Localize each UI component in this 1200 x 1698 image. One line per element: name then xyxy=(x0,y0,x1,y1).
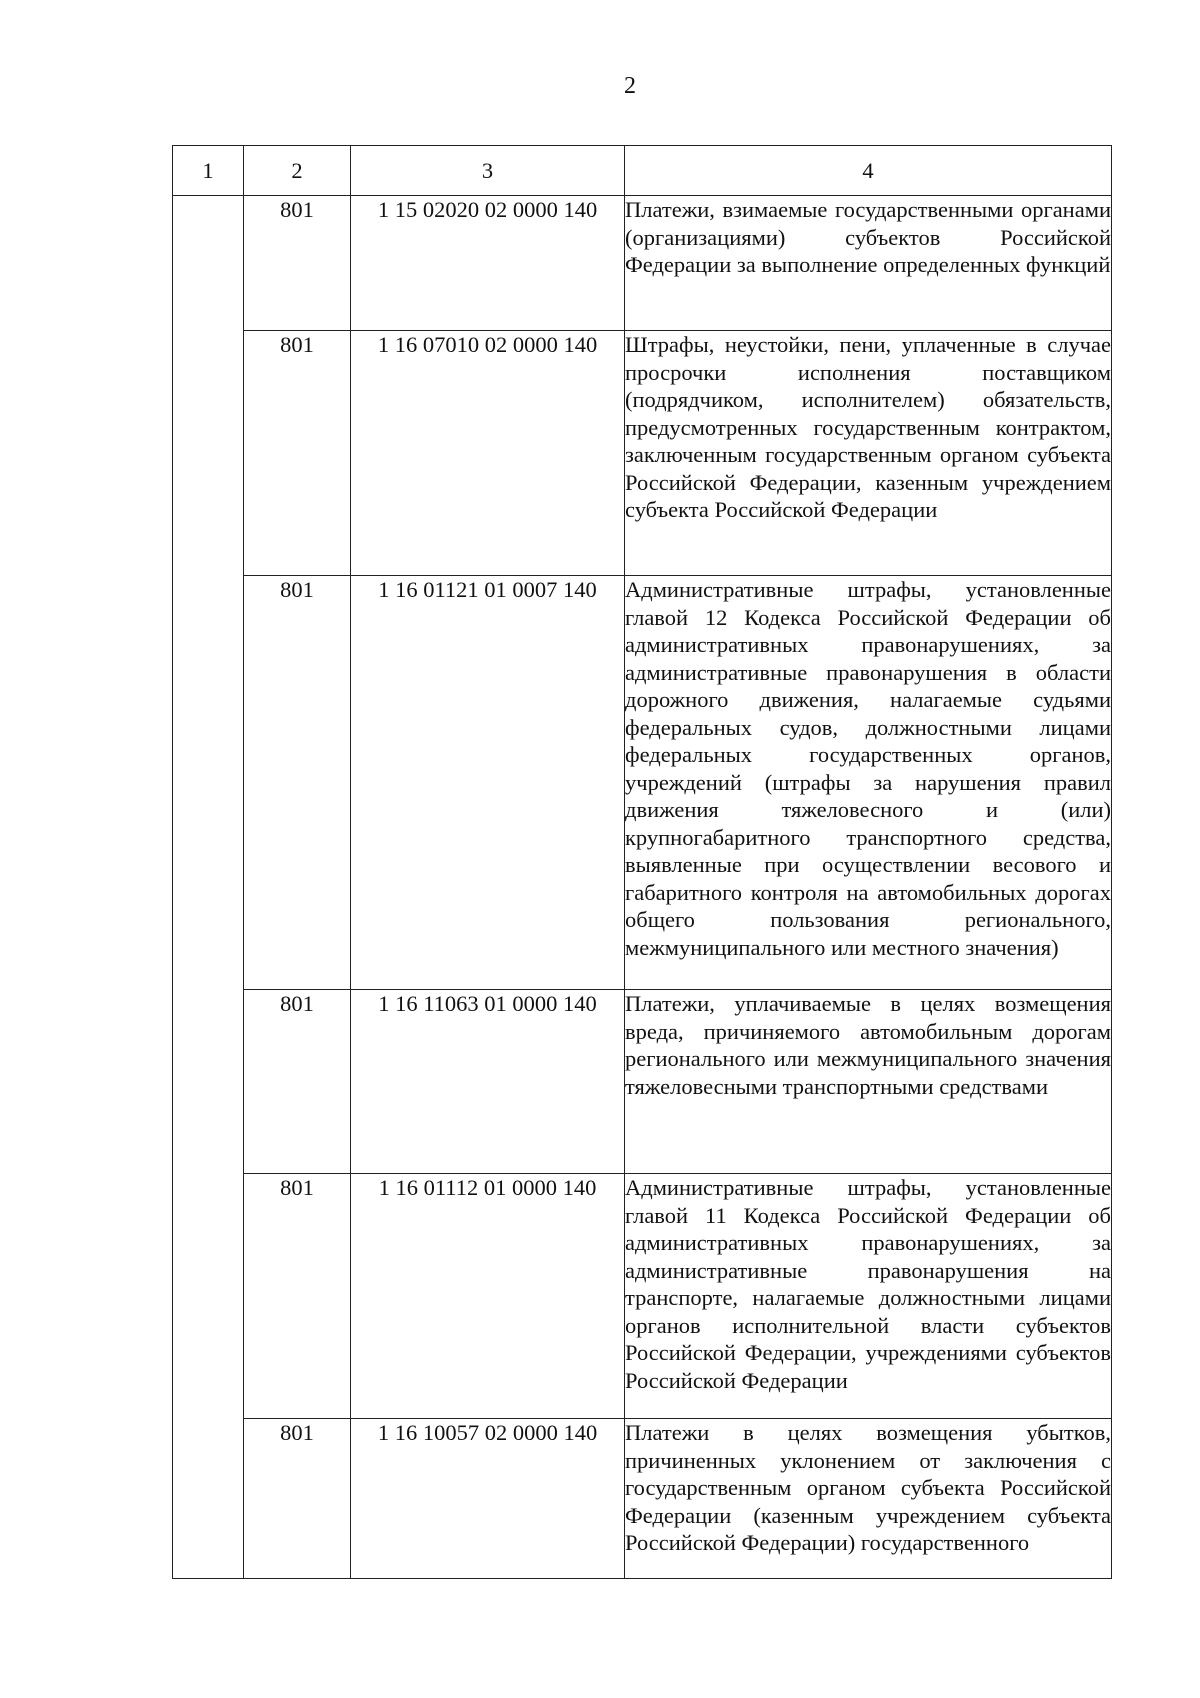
table-body xyxy=(173,196,1112,1579)
revenue-codes-table xyxy=(172,145,1112,1579)
table-row xyxy=(173,1174,1112,1419)
table-row xyxy=(173,196,1112,331)
kbk-code-cell: 1 16 01121 01 0007 140 xyxy=(351,576,625,990)
admin-code-cell: 801 xyxy=(244,1174,351,1419)
kbk-code-cell: 1 16 11063 01 0000 140 xyxy=(351,990,625,1174)
description-cell: Платежи, уплачиваемые в целях возмещения вреда, причиняемого автомобильным дорогам регионального или межмуниципального значения тяжеловесными транспортными средствами xyxy=(625,990,1112,1174)
description-cell: Административные штрафы, установленные главой 12 Кодекса Российской Федерации об административных правонарушениях, за административные правонарушения в области дорожного движения, налагаемые судьями федеральных судов, должностными лицами федеральных государственных органов, учреждений (штрафы за нарушения правил движения тяжеловесного и (или) крупногабаритного транспортного средства, выявленные при осуществлении весового и габаритного контроля на автомобильных дорогах общего пользования регионального, межмуниципального или местного значения) xyxy=(625,576,1112,990)
kbk-code-cell: 1 16 10057 02 0000 140 xyxy=(351,1419,625,1579)
admin-code-cell: 801 xyxy=(244,576,351,990)
table-row xyxy=(173,576,1112,990)
kbk-code-cell: 1 16 01112 01 0000 140 xyxy=(351,1174,625,1419)
page-number: 2 xyxy=(624,73,636,99)
table-row xyxy=(173,1419,1112,1579)
table-cell-col1 xyxy=(173,196,244,1579)
admin-code-cell: 801 xyxy=(244,1419,351,1579)
admin-code-cell: 801 xyxy=(244,331,351,576)
table-header xyxy=(173,146,1112,196)
admin-code-cell: 801 xyxy=(244,990,351,1174)
header-col-1: 1 xyxy=(173,146,244,196)
description-cell: Административные штрафы, установленные главой 11 Кодекса Российской Федерации об административных правонарушениях, за административные правонарушения на транспорте, налагаемые должностными лицами органов исполнительной власти субъектов Российской Федерации, учреждениями субъектов Российской Федерации xyxy=(625,1174,1112,1419)
description-cell: Платежи в целях возмещения убытков, причиненных уклонением от заключения с государственным органом субъекта Российской Федерации (казенным учреждением субъекта Российской Федерации) государственного xyxy=(625,1419,1112,1579)
header-col-2: 2 xyxy=(244,146,351,196)
header-col-3: 3 xyxy=(351,146,625,196)
admin-code-cell: 801 xyxy=(244,196,351,331)
kbk-code-cell: 1 15 02020 02 0000 140 xyxy=(351,196,625,331)
table-row xyxy=(173,331,1112,576)
header-row xyxy=(173,146,1112,196)
kbk-code-cell: 1 16 07010 02 0000 140 xyxy=(351,331,625,576)
description-cell: Штрафы, неустойки, пени, уплаченные в случае просрочки исполнения поставщиком (подрядчиком, исполнителем) обязательств, предусмотренных государственным контрактом, заключенным государственным органом субъекта Российской Федерации, казенным учреждением субъекта Российской Федерации xyxy=(625,331,1112,576)
description-cell: Платежи, взимаемые государственными органами (организациями) субъектов Российской Федерации за выполнение определенных функций xyxy=(625,196,1112,331)
table-row xyxy=(173,990,1112,1174)
header-col-4: 4 xyxy=(625,146,1112,196)
